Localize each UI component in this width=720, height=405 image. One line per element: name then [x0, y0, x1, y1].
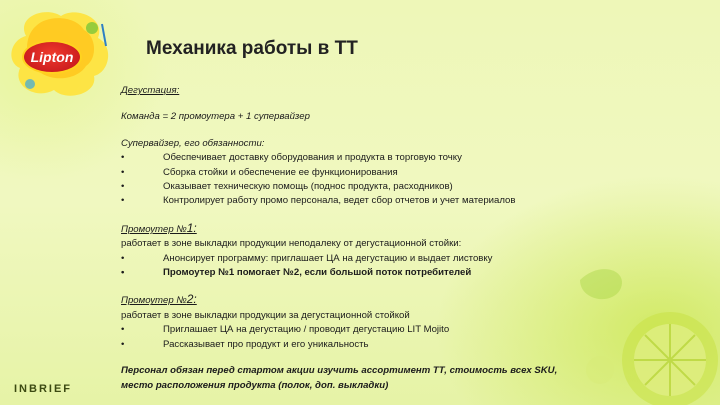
note-line-1: Персонал обязан перед стартом акции изучить ассортимент ТТ, стоимость всех SKU, [121, 365, 558, 377]
footer-brand: INBRIEF [14, 383, 72, 395]
lipton-logo [6, 6, 116, 102]
promoter2-desc: работает в зоне выкладки продукции за дегустационной стойкой [121, 309, 410, 321]
promoter1-heading: Промоутер №1: [121, 220, 197, 235]
list-item: • Анонсирует программу: приглашает ЦА на дегустацию и выдает листовку [121, 252, 493, 264]
promoter1-desc: работает в зоне выкладки продукции неподалеку от дегустационной стойки: [121, 238, 462, 250]
list-item: • Обеспечивает доставку оборудования и продукта в торговую точку [121, 152, 462, 164]
list-item: • Сборка стойки и обеспечение ее функционирования [121, 166, 398, 178]
list-item: • Рассказывает про продукт и его уникальность [121, 338, 369, 350]
list-item: • Промоутер №1 помогает №2, если большой поток потребителей [121, 267, 472, 279]
lime-decoration-icon [560, 250, 720, 405]
promoter2-heading: Промоутер №2: [121, 292, 197, 307]
tasting-heading: Дегустация: [121, 85, 180, 96]
note-line-2: место расположения продукта (полок, доп. выкладки) [121, 379, 389, 391]
supervisor-heading: Супервайзер, его обязанности: [121, 137, 265, 149]
list-item: • Приглашает ЦА на дегустацию / проводит дегустацию LIT Mojito [121, 324, 450, 336]
list-item: • Оказывает техническую помощь (поднос продукта, расходников) [121, 181, 453, 193]
list-item: • Контролирует работу промо персонала, ведет сбор отчетов и учет материалов [121, 195, 516, 207]
logo-badge: Lipton [22, 40, 82, 74]
page-title: Механика работы в ТТ [146, 38, 358, 59]
team-composition: Команда = 2 промоутера + 1 супервайзер [121, 111, 310, 123]
